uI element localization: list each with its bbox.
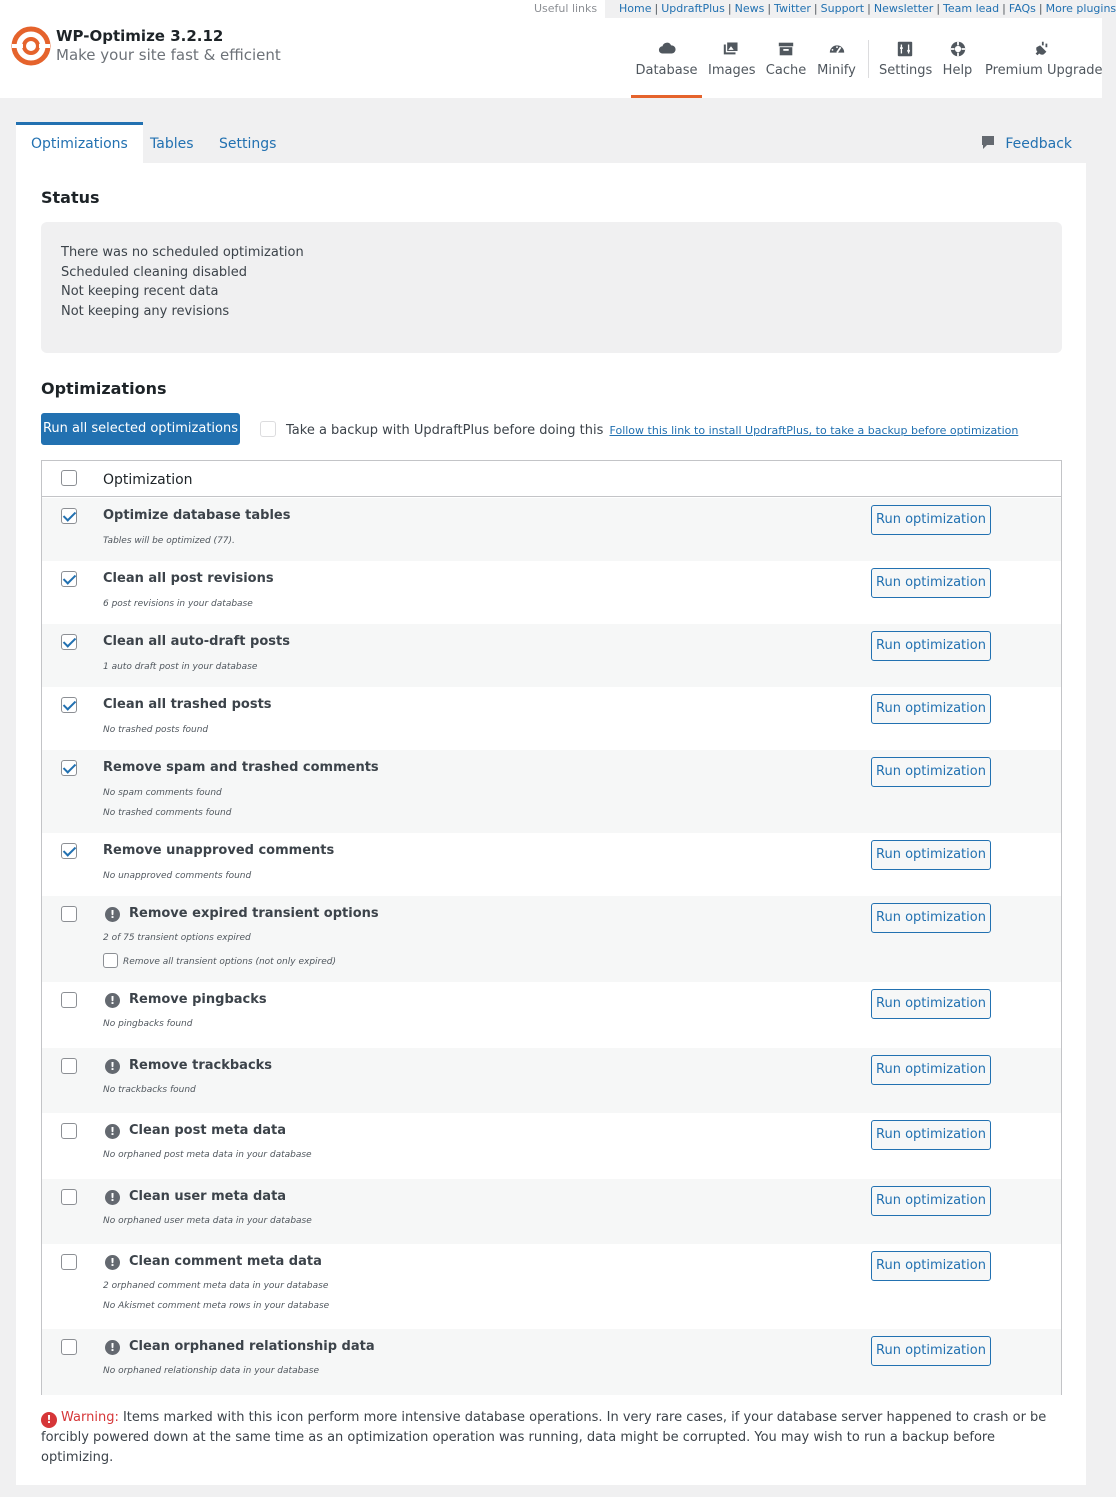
run-optimization-button[interactable]: Run optimization	[871, 757, 991, 787]
run-optimization-button[interactable]: Run optimization	[871, 903, 991, 933]
backup-label: Take a backup with UpdraftPlus before doing this	[286, 423, 604, 438]
intensive-warning-icon: !	[105, 993, 120, 1008]
cloud-icon	[658, 40, 676, 58]
intensive-warning-icon: !	[105, 1340, 120, 1355]
optimization-title: Remove unapproved comments	[103, 843, 335, 858]
optimization-checkbox[interactable]	[61, 843, 77, 859]
tab-tables[interactable]: Tables	[150, 136, 194, 152]
optimization-title: Remove expired transient options	[129, 906, 379, 921]
tab-optimizations[interactable]: Optimizations	[16, 122, 143, 163]
optimization-checkbox[interactable]	[61, 508, 77, 524]
dashboard-icon	[828, 40, 846, 58]
useful-link-more-plugins[interactable]: More plugins	[1045, 2, 1116, 15]
remove-all-transients-checkbox[interactable]	[103, 953, 118, 968]
optimization-row	[42, 1179, 1061, 1244]
optimization-checkbox[interactable]	[61, 1339, 77, 1355]
optimization-checkbox[interactable]	[61, 697, 77, 713]
useful-link-team-lead[interactable]: Team lead	[943, 2, 1000, 15]
nav-minify-label: Minify	[817, 63, 856, 78]
useful-links-bar: Home | UpdraftPlus | News | Twitter | Support | Newsletter | Team lead | FAQs | More plugins	[605, 0, 1102, 18]
optimization-checkbox[interactable]	[61, 992, 77, 1008]
optimization-checkbox[interactable]	[61, 1058, 77, 1074]
select-all-checkbox[interactable]	[61, 470, 77, 486]
optimization-title: Optimize database tables	[103, 508, 291, 523]
useful-link-news[interactable]: News	[734, 2, 765, 15]
status-line: Scheduled cleaning disabled	[61, 264, 248, 280]
optimization-detail: No pingbacks found	[103, 1019, 193, 1029]
optimization-title: Clean user meta data	[129, 1189, 287, 1204]
backup-option	[260, 421, 1018, 438]
run-optimization-button[interactable]: Run optimization	[871, 505, 991, 535]
optimization-title: Remove spam and trashed comments	[103, 760, 379, 775]
status-line: There was no scheduled optimization	[61, 245, 304, 260]
optimization-title: Clean all trashed posts	[103, 697, 272, 712]
optimization-title: Remove pingbacks	[129, 992, 267, 1007]
run-optimization-button[interactable]: Run optimization	[871, 989, 991, 1019]
intensive-warning-icon: !	[105, 1255, 120, 1270]
transient-sub-option	[103, 953, 336, 968]
optimization-checkbox[interactable]	[61, 1123, 77, 1139]
optimization-detail: No unapproved comments found	[103, 871, 252, 881]
optimization-checkbox[interactable]	[61, 1254, 77, 1270]
column-header-optimization: Optimization	[103, 472, 193, 488]
optimization-detail: 2 orphaned comment meta data in your database	[103, 1281, 329, 1291]
optimization-detail: No trashed comments found	[103, 808, 232, 818]
backup-checkbox[interactable]	[260, 421, 276, 437]
run-optimization-button[interactable]: Run optimization	[871, 631, 991, 661]
optimization-detail: 1 auto draft post in your database	[103, 662, 258, 672]
optimization-row	[42, 896, 1061, 982]
optimization-detail: Tables will be optimized (77).	[103, 536, 235, 546]
optimization-title: Clean orphaned relationship data	[129, 1339, 375, 1354]
feedback-icon	[981, 135, 995, 151]
install-updraftplus-link[interactable]: Follow this link to install UpdraftPlus, to take a backup before optimization	[609, 424, 1019, 437]
useful-links-label: Useful links	[534, 2, 598, 15]
status-line: Not keeping recent data	[61, 284, 219, 300]
optimization-checkbox[interactable]	[61, 1189, 77, 1205]
optimization-row	[42, 1113, 1061, 1179]
optimization-checkbox[interactable]	[61, 634, 77, 650]
optimization-detail: No orphaned post meta data in your database	[103, 1150, 312, 1160]
optimization-detail: No Akismet comment meta rows in your database	[103, 1301, 330, 1311]
run-optimization-button[interactable]: Run optimization	[871, 1336, 991, 1366]
nav-minify[interactable]	[815, 40, 858, 98]
optimizations-table	[41, 460, 1062, 1395]
wp-optimize-logo	[10, 25, 52, 67]
optimization-checkbox[interactable]	[61, 906, 77, 922]
optimization-row	[42, 561, 1061, 624]
optimization-row	[42, 498, 1061, 561]
optimization-row	[42, 687, 1061, 750]
optimization-title: Clean post meta data	[129, 1123, 287, 1138]
useful-link-faqs[interactable]: FAQs	[1008, 2, 1036, 15]
nav-database-label: Database	[635, 63, 698, 78]
nav-divider	[868, 40, 869, 78]
feedback-link[interactable]	[981, 122, 1072, 163]
help-icon	[949, 40, 967, 58]
tab-settings[interactable]: Settings	[219, 136, 277, 152]
warning-notice	[41, 1408, 1062, 1468]
run-optimization-button[interactable]: Run optimization	[871, 1251, 991, 1281]
status-heading: Status	[41, 188, 100, 207]
remove-all-transients-label: Remove all transient options (not only expired)	[123, 957, 336, 967]
optimization-row	[42, 833, 1061, 896]
run-optimization-button[interactable]: Run optimization	[871, 568, 991, 598]
status-line: Not keeping any revisions	[61, 303, 230, 319]
table-header	[42, 461, 1061, 497]
optimization-row	[42, 750, 1061, 833]
useful-link-support[interactable]: Support	[820, 2, 865, 15]
nav-images-label: Images	[708, 63, 756, 78]
intensive-warning-icon: !	[105, 907, 120, 922]
optimization-row	[42, 1329, 1061, 1395]
optimization-detail: No spam comments found	[103, 788, 222, 798]
nav-images[interactable]	[708, 40, 754, 98]
optimization-title: Clean all auto-draft posts	[103, 634, 290, 649]
optimization-row	[42, 1048, 1061, 1113]
nav-cache[interactable]	[765, 40, 807, 98]
archive-icon	[777, 40, 795, 58]
nav-settings[interactable]	[879, 40, 931, 98]
optimization-row	[42, 982, 1061, 1048]
nav-database[interactable]	[631, 40, 702, 98]
optimization-title: Remove trackbacks	[129, 1058, 273, 1073]
images-icon	[722, 40, 740, 58]
optimization-detail: No trashed posts found	[103, 725, 209, 735]
optimization-detail: No orphaned user meta data in your database	[103, 1216, 312, 1226]
optimization-detail: No orphaned relationship data in your database	[103, 1366, 320, 1376]
warning-icon: !	[41, 1412, 57, 1428]
run-optimization-button[interactable]: Run optimization	[871, 1186, 991, 1216]
useful-link-twitter[interactable]: Twitter	[774, 2, 811, 15]
settings-icon	[896, 40, 914, 58]
optimization-detail: No trackbacks found	[103, 1085, 196, 1095]
warning-text: Items marked with this icon perform more intensive database operations. In very rare cases, if your database server happened to crash or be forcibly powered down at the same time as an optimization operation was running, data might be corrupted. You may wish to run a backup before optimizing.	[41, 1410, 1047, 1465]
run-optimization-button[interactable]: Run optimization	[871, 840, 991, 870]
status-box	[41, 222, 1062, 353]
optimization-detail: 6 post revisions in your database	[103, 599, 253, 609]
warning-label: Warning:	[61, 1410, 119, 1425]
plugin-header	[0, 0, 1116, 98]
run-optimization-button[interactable]: Run optimization	[871, 1120, 991, 1150]
optimization-row	[42, 1244, 1061, 1329]
feedback-label: Feedback	[1005, 136, 1072, 152]
intensive-warning-icon: !	[105, 1124, 120, 1139]
optimization-detail: 2 of 75 transient options expired	[103, 933, 251, 943]
optimization-checkbox[interactable]	[61, 760, 77, 776]
nav-help[interactable]	[940, 40, 975, 98]
nav-cache-label: Cache	[765, 63, 807, 78]
optimizations-heading: Optimizations	[41, 379, 167, 398]
run-all-selected-button[interactable]: Run all selected optimizations	[41, 413, 240, 445]
useful-link-home[interactable]: Home	[619, 2, 652, 15]
nav-help-label: Help	[942, 63, 973, 78]
plugin-icon	[1032, 40, 1050, 58]
plugin-title: WP-Optimize 3.2.12	[56, 27, 224, 45]
useful-link-newsletter[interactable]: Newsletter	[873, 2, 934, 15]
optimization-title: Clean all post revisions	[103, 571, 274, 586]
intensive-warning-icon: !	[105, 1190, 120, 1205]
nav-premium-upgrade-label: Premium Upgrade	[985, 63, 1103, 78]
optimizations-panel	[16, 163, 1086, 1485]
run-optimization-button[interactable]: Run optimization	[871, 1055, 991, 1085]
run-optimization-button[interactable]: Run optimization	[871, 694, 991, 724]
nav-premium-upgrade[interactable]	[985, 40, 1103, 98]
nav-settings-label: Settings	[879, 63, 933, 78]
section-tabs	[16, 122, 1086, 163]
plugin-tagline: Make your site fast & efficient	[56, 46, 281, 64]
optimization-title: Clean comment meta data	[129, 1254, 322, 1269]
useful-link-updraftplus[interactable]: UpdraftPlus	[661, 2, 725, 15]
intensive-warning-icon: !	[105, 1059, 120, 1074]
optimization-checkbox[interactable]	[61, 571, 77, 587]
optimization-row	[42, 624, 1061, 687]
